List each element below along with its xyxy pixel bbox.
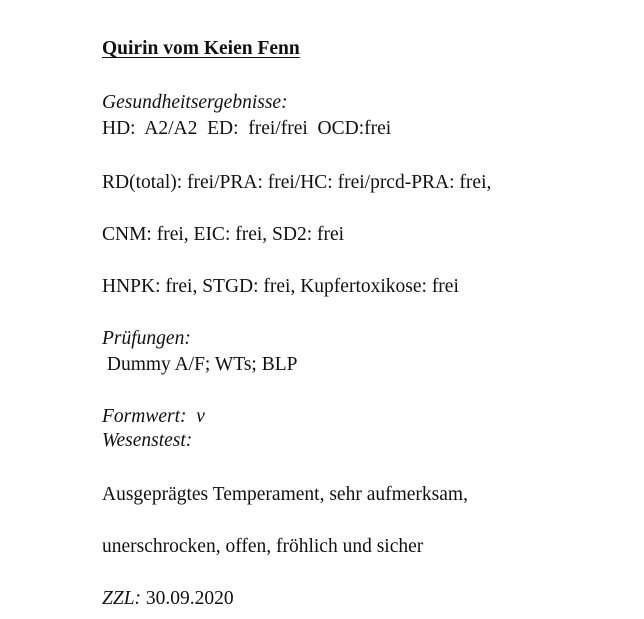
zzl-row bbox=[102, 588, 234, 610]
formwert-row bbox=[102, 406, 205, 428]
dog-name-title: Quirin vom Keien Fenn bbox=[102, 38, 300, 59]
wesenstest-heading: Wesenstest: bbox=[102, 430, 193, 451]
health-results-rd-pra-hc: RD(total): frei/PRA: frei/HC: frei/prcd-PRA: frei, bbox=[102, 172, 492, 193]
health-results-hd-ed-ocd: HD: A2/A2 ED: frei/frei OCD:frei bbox=[102, 118, 392, 139]
health-results-hnpk-stgd: HNPK: frei, STGD: frei, Kupfertoxikose: frei bbox=[102, 276, 459, 297]
zzl-value: 30.09.2020 bbox=[145, 588, 234, 609]
wesenstest-description-line2: unerschrocken, offen, fröhlich und sicher bbox=[102, 536, 424, 557]
wesenstest-description-line1: Ausgeprägtes Temperament, sehr aufmerksam, bbox=[102, 484, 468, 505]
exams-heading: Prüfungen: bbox=[102, 328, 191, 349]
health-results-heading: Gesundheitsergebnisse: bbox=[102, 92, 288, 113]
exams-value: Dummy A/F; WTs; BLP bbox=[102, 354, 298, 375]
health-results-cnm-eic-sd2: CNM: frei, EIC: frei, SD2: frei bbox=[102, 224, 345, 245]
formwert-value: v bbox=[196, 406, 205, 427]
formwert-label: Formwert: bbox=[102, 406, 187, 427]
zzl-label: ZZL: bbox=[102, 588, 142, 609]
